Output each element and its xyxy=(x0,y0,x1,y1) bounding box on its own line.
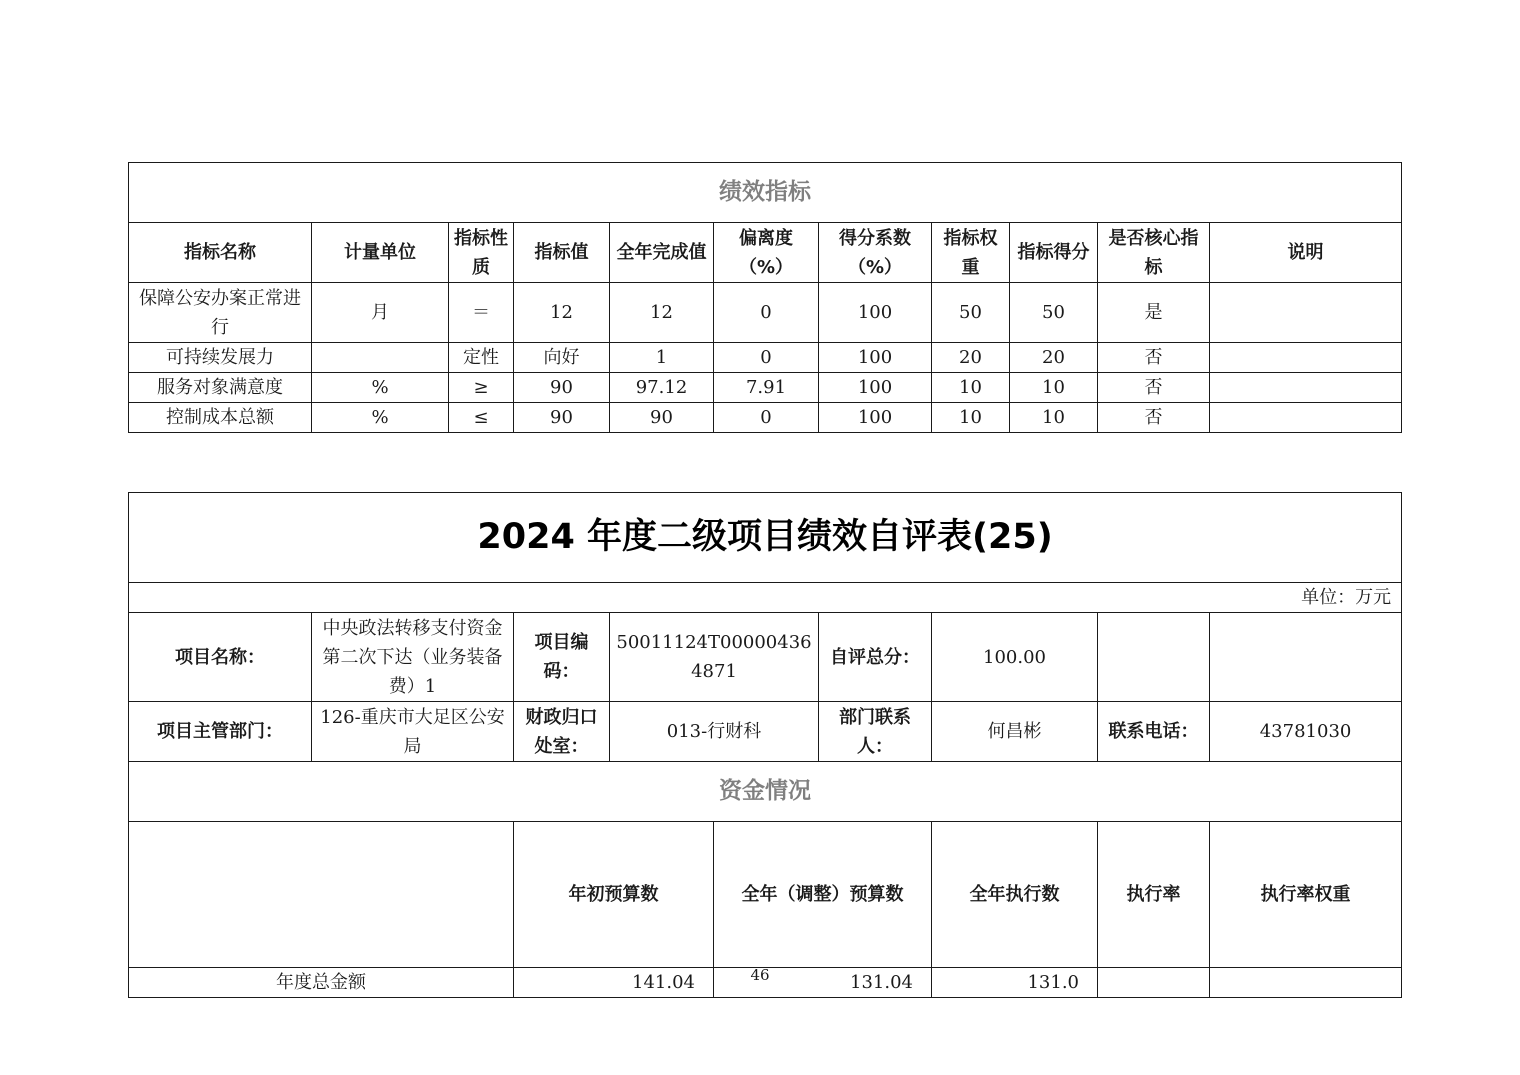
col-header-deviation: 偏离度（%） xyxy=(714,223,819,283)
cell: 7.91 xyxy=(714,373,819,403)
cell: 90 xyxy=(514,373,610,403)
cell xyxy=(1210,343,1402,373)
phone-value: 43781030 xyxy=(1210,702,1402,762)
performance-header-row xyxy=(129,223,1402,283)
cell: ＝ xyxy=(449,283,514,343)
self-evaluation-form-table xyxy=(128,492,1402,998)
cell: ≤ xyxy=(449,403,514,433)
table-row xyxy=(129,373,1402,403)
col-header-core-indicator: 是否核心指标 xyxy=(1098,223,1210,283)
cell: 控制成本总额 xyxy=(129,403,312,433)
performance-indicators-table xyxy=(128,162,1402,433)
cell: 100 xyxy=(819,283,932,343)
cell: % xyxy=(312,403,449,433)
cell: 90 xyxy=(610,403,714,433)
cell: 否 xyxy=(1098,343,1210,373)
funds-row-label: 年度总金额 xyxy=(129,968,514,998)
cell: 10 xyxy=(1010,403,1098,433)
cell: 否 xyxy=(1098,373,1210,403)
cell: 保障公安办案正常进行 xyxy=(129,283,312,343)
project-info-row xyxy=(129,613,1402,702)
col-header-nature: 指标性质 xyxy=(449,223,514,283)
col-header-rate-weight: 执行率权重 xyxy=(1210,822,1402,968)
finance-office-value: 013-行财科 xyxy=(610,702,819,762)
cell: 10 xyxy=(932,403,1010,433)
col-header-initial-budget: 年初预算数 xyxy=(514,822,714,968)
cell xyxy=(1210,373,1402,403)
contact-person-label: 部门联系人： xyxy=(819,702,932,762)
project-name-value: 中央政法转移支付资金第二次下达（业务装备费）1 xyxy=(312,613,514,702)
cell: 20 xyxy=(1010,343,1098,373)
cell: 97.12 xyxy=(610,373,714,403)
cell: 0 xyxy=(714,283,819,343)
project-name-label: 项目名称： xyxy=(129,613,312,702)
cell: 50 xyxy=(932,283,1010,343)
executed-value: 131.0 xyxy=(932,968,1098,998)
table-row xyxy=(129,283,1402,343)
empty-cell xyxy=(129,822,514,968)
table-row xyxy=(129,343,1402,373)
department-value: 126-重庆市大足区公安局 xyxy=(312,702,514,762)
funds-header-row xyxy=(129,822,1402,968)
cell: ≥ xyxy=(449,373,514,403)
cell: 1 xyxy=(610,343,714,373)
funds-section-title: 资金情况 xyxy=(129,762,1402,822)
page-number: 46 xyxy=(750,966,770,984)
unit-label: 单位：万元 xyxy=(129,583,1402,613)
cell: 12 xyxy=(610,283,714,343)
col-header-weight: 指标权重 xyxy=(932,223,1010,283)
contact-person-value: 何昌彬 xyxy=(932,702,1098,762)
col-header-actual-value: 全年完成值 xyxy=(610,223,714,283)
cell: 向好 xyxy=(514,343,610,373)
performance-section-title: 绩效指标 xyxy=(129,163,1402,223)
cell xyxy=(312,343,449,373)
cell: 是 xyxy=(1098,283,1210,343)
col-header-executed: 全年执行数 xyxy=(932,822,1098,968)
cell: 0 xyxy=(714,343,819,373)
self-score-label: 自评总分： xyxy=(819,613,932,702)
cell: 可持续发展力 xyxy=(129,343,312,373)
initial-budget-value: 141.04 xyxy=(514,968,714,998)
cell: 否 xyxy=(1098,403,1210,433)
cell xyxy=(1210,283,1402,343)
col-header-adjusted-budget: 全年（调整）预算数 xyxy=(714,822,932,968)
cell: 定性 xyxy=(449,343,514,373)
cell: 100 xyxy=(819,403,932,433)
cell: 月 xyxy=(312,283,449,343)
cell: 20 xyxy=(932,343,1010,373)
cell: 50 xyxy=(1010,283,1098,343)
finance-office-label: 财政归口处室： xyxy=(514,702,610,762)
department-info-row xyxy=(129,702,1402,762)
self-score-value: 100.00 xyxy=(932,613,1098,702)
table-row xyxy=(129,403,1402,433)
cell: % xyxy=(312,373,449,403)
col-header-unit: 计量单位 xyxy=(312,223,449,283)
department-label: 项目主管部门： xyxy=(129,702,312,762)
phone-label: 联系电话： xyxy=(1098,702,1210,762)
cell xyxy=(1210,403,1402,433)
cell: 10 xyxy=(932,373,1010,403)
cell: 0 xyxy=(714,403,819,433)
cell: 服务对象满意度 xyxy=(129,373,312,403)
empty-cell xyxy=(1210,613,1402,702)
col-header-score: 指标得分 xyxy=(1010,223,1098,283)
col-header-score-coefficient: 得分系数（%） xyxy=(819,223,932,283)
project-code-label: 项目编码： xyxy=(514,613,610,702)
adjusted-budget-value: 131.04 xyxy=(714,968,932,998)
cell: 100 xyxy=(819,373,932,403)
col-header-target-value: 指标值 xyxy=(514,223,610,283)
form-title: 2024 年度二级项目绩效自评表(25) xyxy=(129,493,1402,583)
cell: 10 xyxy=(1010,373,1098,403)
col-header-notes: 说明 xyxy=(1210,223,1402,283)
col-header-execution-rate: 执行率 xyxy=(1098,822,1210,968)
col-header-indicator-name: 指标名称 xyxy=(129,223,312,283)
empty-cell xyxy=(1098,613,1210,702)
cell: 100 xyxy=(819,343,932,373)
cell: 90 xyxy=(514,403,610,433)
cell: 12 xyxy=(514,283,610,343)
project-code-value: 50011124T000004364871 xyxy=(610,613,819,702)
